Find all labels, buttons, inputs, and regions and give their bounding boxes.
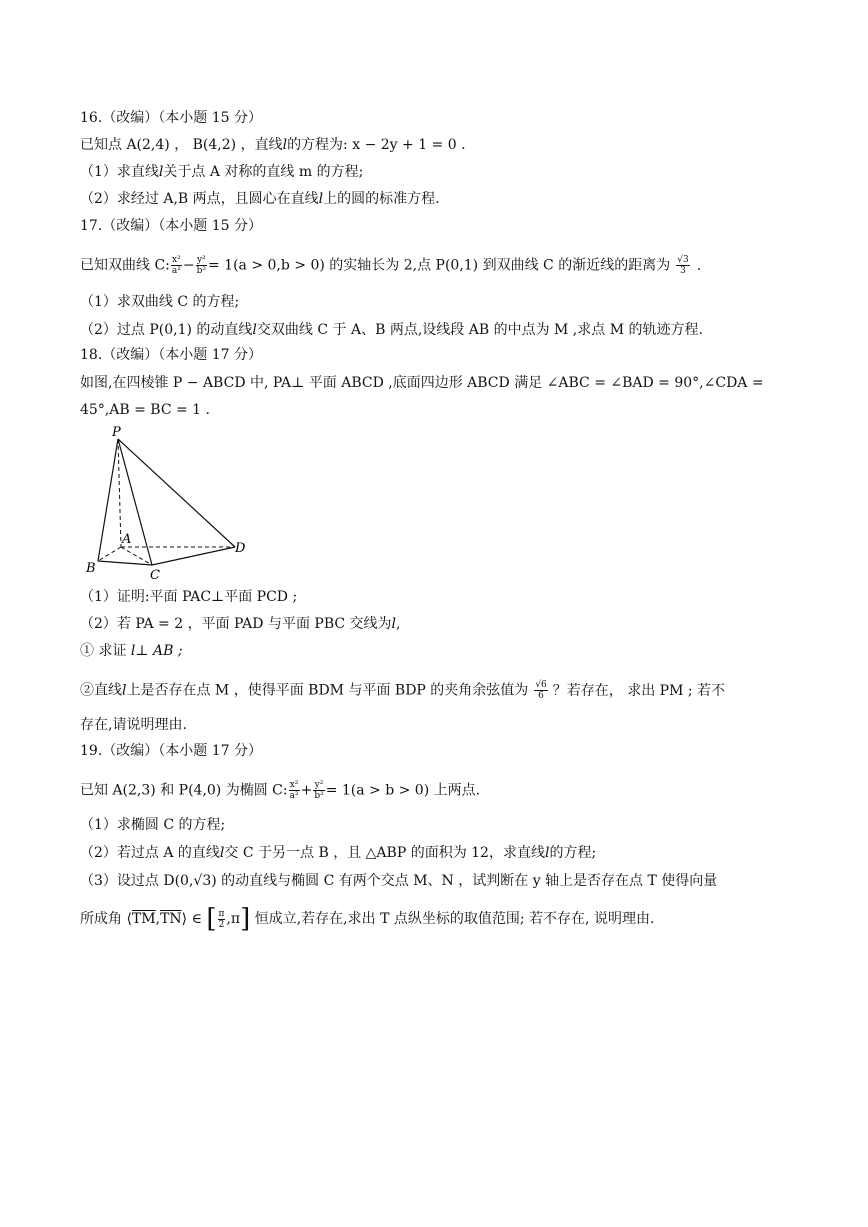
q19-part3-text-a: 所成角 ⟨ bbox=[80, 911, 132, 927]
q18-given-line2: 45°,AB = BC = 1 . bbox=[80, 402, 210, 418]
fraction-numerator: y² bbox=[314, 780, 324, 790]
q17-fraction-y2-b2 bbox=[196, 255, 207, 276]
line-l-symbol: l bbox=[282, 137, 288, 153]
q19-given-text-b: = 1(a > b > 0) 上两点. bbox=[325, 782, 481, 799]
q18-sub2-text-c: ？若存在， 求出 PM ; 若不 bbox=[552, 682, 726, 699]
q19-part3-cont bbox=[80, 906, 654, 932]
line-l-symbol: l bbox=[544, 845, 550, 861]
vertex-label-d: D bbox=[235, 541, 246, 556]
fraction-numerator: x² bbox=[289, 780, 299, 790]
q17-fraction-x2-a2 bbox=[171, 255, 182, 276]
q16-part2-text-a: （2）求经过 A,B 两点，且圆心在直线 bbox=[80, 191, 319, 207]
q18-part1: （1）证明:平面 PAC⊥平面 PCD ; bbox=[80, 589, 298, 605]
q17-part2-text-b: 交双曲线 C 于 A、B 两点,设线段 AB 的中点为 M ,求点 M 的轨迹方程. bbox=[256, 322, 703, 338]
q17-given bbox=[80, 255, 701, 276]
q19-part1: （1）求椭圆 C 的方程; bbox=[80, 817, 226, 833]
q17-part2 bbox=[80, 320, 703, 340]
q19-part3-text-b: ⟩ ∈ bbox=[181, 911, 202, 927]
q19-given-text-a: 已知 A(2,3) 和 P(4,0) 为椭圆 C: bbox=[80, 782, 288, 799]
q18-sub1-text-b: ⊥ AB ; bbox=[135, 643, 183, 659]
vertex-label-b: B bbox=[86, 561, 96, 576]
q18-given-line1: 如图,在四棱锥 P − ABCD 中, PA⊥ 平面 ABCD ,底面四边形 ABCD 满足 ∠ABC = ∠BAD = 90°,∠CDA = bbox=[80, 375, 764, 391]
q16-part2-text-b: 上的圆的标准方程. bbox=[323, 191, 440, 207]
q16-given-text-b: 的方程为: x − 2y + 1 = 0 . bbox=[287, 137, 466, 153]
q16-part2 bbox=[80, 189, 440, 209]
q18-fraction-sqrt6-6 bbox=[534, 680, 547, 701]
minus-sign: − bbox=[182, 257, 195, 274]
vector-tm: $\overline{TM}$ bbox=[131, 911, 156, 927]
q17-given-text-a: 已知双曲线 C: bbox=[80, 257, 170, 274]
q19-fraction-pi-2 bbox=[218, 909, 226, 930]
q18-sub2 bbox=[80, 680, 725, 701]
fraction-numerator: y² bbox=[196, 255, 206, 265]
q17-given-text-b: = 1(a > 0,b > 0) 的实轴长为 2,点 P(0,1) 到双曲线 C 的渐近线的距离为 bbox=[207, 257, 671, 274]
fraction-numerator: √3 bbox=[677, 255, 689, 265]
vertex-label-p: P bbox=[112, 425, 121, 440]
line-l-symbol: l bbox=[252, 322, 257, 338]
edge-ab-hidden bbox=[98, 547, 121, 561]
fraction-numerator: x² bbox=[172, 255, 181, 265]
line-l-symbol: l bbox=[318, 191, 324, 207]
q19-part2-text-a: （2）若过点 A 的直线 bbox=[80, 845, 220, 861]
q18-part2-text-b: , bbox=[396, 616, 401, 632]
edge-pb bbox=[98, 439, 118, 561]
q17-part1: （1）求双曲线 C 的方程; bbox=[80, 294, 240, 310]
vector-tn: $\overline{TN}$ bbox=[160, 911, 182, 927]
interval-tail: ,π bbox=[226, 911, 241, 927]
edge-bc bbox=[98, 561, 152, 565]
pyramid-figure bbox=[80, 422, 260, 582]
q17-header: 17.（改编）（本小题 15 分） bbox=[80, 218, 262, 234]
vector-separator: , bbox=[155, 911, 161, 927]
interval-close-bracket: ] bbox=[240, 904, 251, 934]
interval-open-bracket: [ bbox=[206, 904, 217, 934]
line-l-symbol: l bbox=[158, 164, 164, 180]
q19-part2-text-b: 交 C 于另一点 B ，且 △ABP 的面积为 12，求直线 bbox=[224, 845, 545, 861]
q16-given-text-a: 已知点 A(2,4) ， B(4,2) ，直线 bbox=[80, 137, 283, 153]
q19-part2-text-c: 的方程; bbox=[549, 845, 597, 861]
q18-sub2-text-a: ②直线 bbox=[80, 682, 122, 699]
fraction-denominator: a² bbox=[289, 791, 299, 801]
fraction-denominator: 3 bbox=[680, 266, 686, 276]
fraction-denominator: 6 bbox=[538, 691, 544, 701]
q18-sub1 bbox=[80, 641, 183, 661]
q19-fraction-x2-a2 bbox=[289, 780, 300, 801]
vertex-label-c: C bbox=[150, 568, 160, 582]
q16-header: 16.（改编）（本小题 15 分） bbox=[80, 110, 262, 126]
q19-fraction-y2-b2 bbox=[313, 780, 324, 801]
vertex-label-a: A bbox=[122, 532, 132, 547]
q16-part1-text-b: 关于点 A 对称的直线 m 的方程; bbox=[163, 164, 364, 180]
fraction-denominator: b² bbox=[314, 791, 324, 801]
q16-part1-text-a: （1）求直线 bbox=[80, 164, 159, 180]
fraction-denominator: a² bbox=[171, 266, 181, 276]
line-l-symbol: l bbox=[122, 682, 127, 699]
fraction-numerator: √6 bbox=[535, 680, 547, 690]
edge-pd bbox=[118, 439, 235, 547]
q18-part2-text-a: （2）若 PA = 2 ，平面 PAD 与平面 PBC 交线为 bbox=[80, 616, 392, 632]
fraction-denominator: b² bbox=[196, 266, 206, 276]
q17-part2-text-a: （2）过点 P(0,1) 的动直线 bbox=[80, 322, 253, 338]
q18-sub2-text-b: 上是否存在点 M ，使得平面 BDM 与平面 BDP 的夹角余弦值为 bbox=[126, 682, 529, 699]
fraction-denominator: 2 bbox=[218, 919, 225, 930]
q17-fraction-sqrt3-3 bbox=[676, 255, 689, 276]
q16-part1 bbox=[80, 162, 363, 182]
edge-cd bbox=[152, 547, 235, 565]
q19-part3: （3）设过点 D(0,√3) 的动直线与椭圆 C 有两个交点 M、N ，试判断在 y 轴上是否存在点 T 使得向量 bbox=[80, 873, 718, 889]
plus-sign: + bbox=[300, 782, 313, 799]
q19-header: 19.（改编）（本小题 17 分） bbox=[80, 743, 262, 759]
q18-header: 18.（改编）（本小题 17 分） bbox=[80, 347, 262, 363]
line-l-symbol: l bbox=[219, 845, 225, 861]
q19-part2 bbox=[80, 843, 596, 863]
q16-given bbox=[80, 135, 466, 155]
q18-part2 bbox=[80, 614, 400, 634]
q19-given bbox=[80, 780, 480, 801]
q18-sub2-cont: 存在,请说明理由. bbox=[80, 717, 187, 733]
edge-pa-hidden bbox=[118, 439, 121, 547]
line-l-symbol: l bbox=[391, 616, 397, 632]
fraction-numerator: π bbox=[218, 908, 225, 919]
q18-sub1-text-a: ① 求证 bbox=[80, 643, 127, 659]
q19-part3-text-c: 恒成立,若存在,求出 T 点纵坐标的取值范围; 若不存在, 说明理由. bbox=[254, 911, 655, 927]
line-l-symbol: l bbox=[130, 643, 136, 659]
q17-given-period: . bbox=[696, 257, 702, 274]
